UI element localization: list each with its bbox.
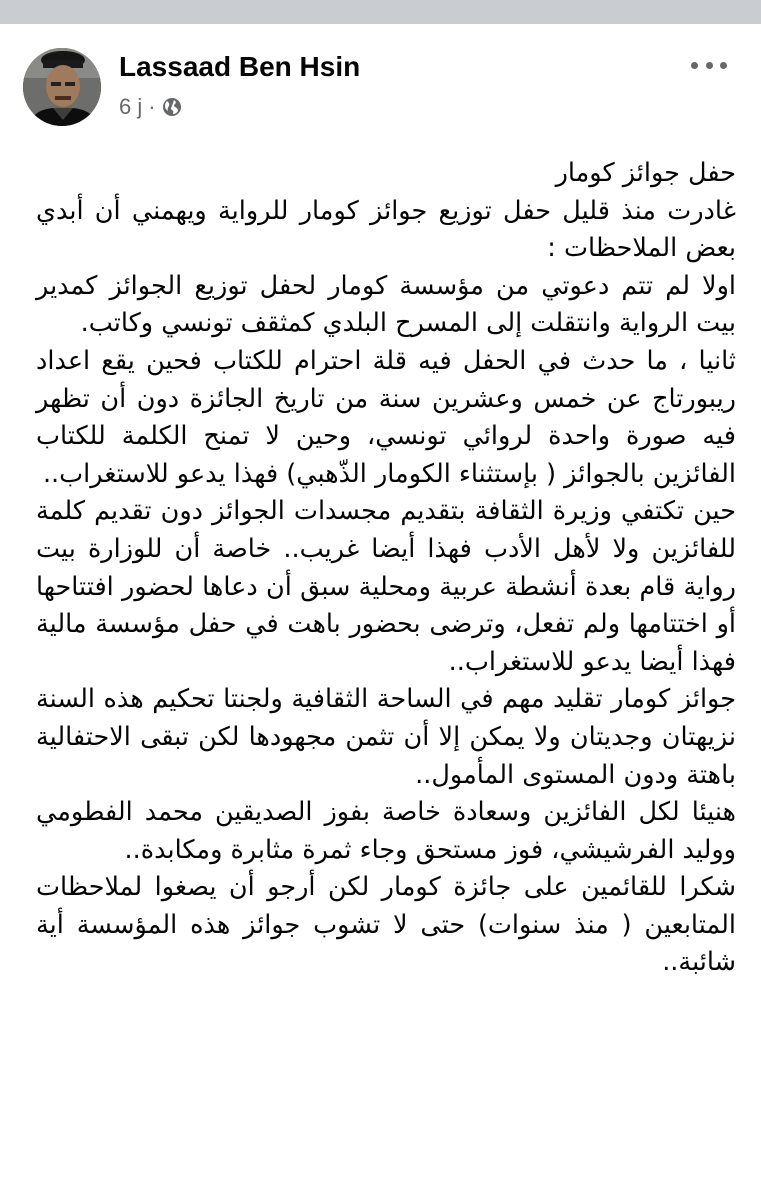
paragraph: حين تكتفي وزيرة الثقافة بتقديم مجسدات الجوائز دون تقديم كلمة للفائزين ولا لأهل الأدب فهذا أيضا غريب.. خاصة أن للوزارة بيت رواية قام بعدة أنشطة عربية ومحلية سبق أن دعاها لحضور افتتاحها أو اختتامها ولم تفعل، وترضى بحضور باهت في حفل مؤسسة مالية فهذا أيضا يدعو للاستغراب.. [36,496,736,677]
post-header [23,45,743,127]
dot-2 [706,62,713,69]
post-title-line: حفل جوائز كومار [555,158,736,188]
globe-icon[interactable] [162,97,182,117]
dot-3 [720,62,727,69]
meta-separator: · [148,94,156,119]
top-bar [0,0,761,24]
more-options-icon[interactable] [691,55,727,75]
paragraph: غادرت منذ قليل حفل توزيع جوائز كومار للرواية ويهمني أن أبدي بعض الملاحظات : [36,195,736,264]
paragraph: ثانيا ، ما حدث في الحفل فيه قلة احترام للكتاب فحين يقع اعداد ريبورتاج عن خمس وعشرين سنة من تاريخ الجائزة دون أن تظهر فيه صورة واحدة لروائي تونسي، وحين لا تمنح الكلمة للكتاب الفائزين بالجوائز ( بإستثناء الكومار الذّهبي) فهذا يدعو للاستغراب.. [36,345,736,489]
paragraph: جوائز كومار تقليد مهم في الساحة الثقافية ولجنتا تحكيم هذه السنة نزيهتان وجديتان ولا يمكن إلا أن تثمن مجهودها لكن تبقى الاحتفالية باهتة ودون المستوى المأمول.. [36,684,736,790]
paragraph: اولا لم تتم دعوتي من مؤسسة كومار لحفل توزيع الجوائز كمدير بيت الرواية وانتقلت إلى المسرح البلدي كمثقف تونسي وكاتب. [36,270,736,339]
avatar-photo [23,48,101,126]
paragraph: هنيئا لكل الفائزين وسعادة خاصة بفوز الصديقين محمد الفطومي ووليد الفرشيشي، فوز مستحق وجاء ثمرة مثابرة ومكابدة.. [36,797,736,865]
avatar[interactable] [23,48,101,126]
post-meta [119,93,182,121]
author-name[interactable]: Lassaad Ben Hsin [119,51,361,82]
paragraph: شكرا للقائمين على جائزة كومار لكن أرجو أن يصغوا لملاحظات المتابعين ( منذ سنوات) حتى لا تشوب جوائز هذه المؤسسة أية شائبة.. [36,872,736,978]
dot-1 [691,62,698,69]
post-time[interactable]: 6 j [119,94,143,119]
post-text [36,155,736,982]
